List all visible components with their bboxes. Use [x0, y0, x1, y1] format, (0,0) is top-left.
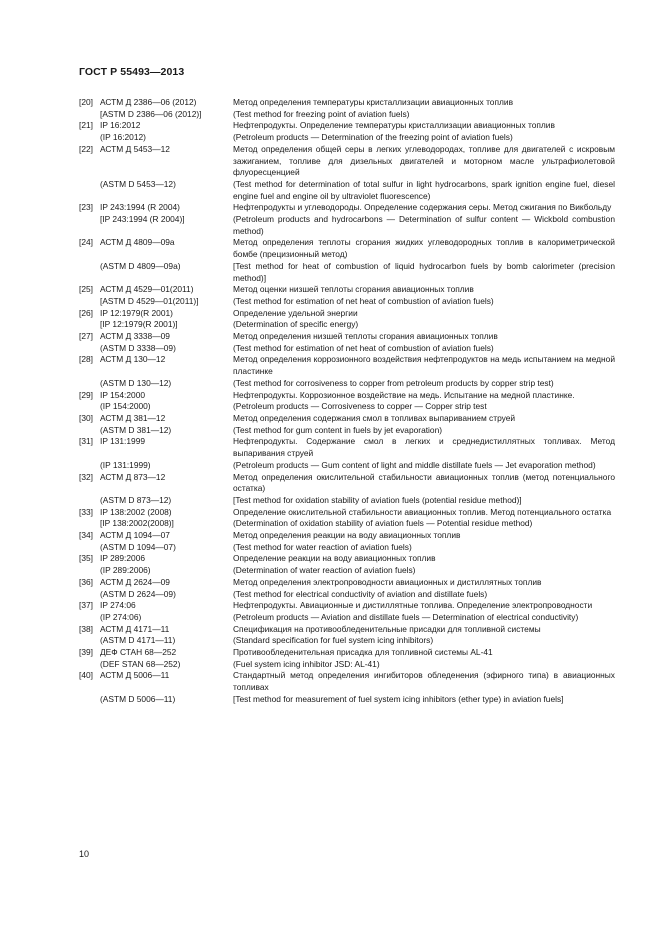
bibliography-entry: [79, 472, 615, 507]
entry-number: [79, 343, 100, 355]
bibliography-entry: [79, 390, 615, 413]
standard-title: (Determination of oxidation stability of aviation fuels — Potential residue method): [233, 518, 533, 529]
standard-title: (Determination of water reaction of aviation fuels): [233, 565, 416, 576]
standard-code: (DEF STAN 68—252): [100, 658, 181, 669]
standard-code: АСТМ Д 381—12: [100, 412, 166, 423]
entry-number: [79, 319, 100, 331]
entry-russian-line: [79, 553, 615, 565]
standard-title: (Test method for freezing point of aviation fuels): [233, 108, 410, 119]
bibliography-entry: [79, 507, 615, 530]
entry-english-line: [79, 343, 615, 355]
entry-number: [34]: [79, 530, 93, 541]
entry-number: [79, 179, 100, 202]
standard-code: (IP 131:1999): [100, 459, 151, 470]
bibliography-entry: [79, 144, 615, 203]
entry-english-line: [79, 694, 615, 706]
entry-number: [22]: [79, 143, 93, 154]
standard-code: (ASTM D 3338—09): [100, 342, 176, 353]
standard-code: АСТМ Д 3338—09: [100, 331, 170, 342]
bibliography-entry: [79, 436, 615, 471]
standard-code: (IP 289:2006): [100, 565, 151, 576]
entry-number: [37]: [79, 600, 93, 611]
entry-russian-line: [79, 120, 615, 132]
entry-number: [40]: [79, 670, 93, 681]
entry-number: [79, 296, 100, 308]
entry-english-line: [79, 635, 615, 647]
entry-number: [38]: [79, 623, 93, 634]
standard-title: [Test method for oxidation stability of aviation fuels (potential residue method)]: [233, 494, 522, 505]
entry-russian-line: [79, 436, 615, 459]
standard-title: (Test method for electrical conductivity of aviation and distillate fuels): [233, 588, 488, 599]
entry-number: [79, 401, 100, 413]
standard-code: (IP 16:2012): [100, 132, 146, 143]
entry-number: [79, 612, 100, 624]
entry-number: [79, 589, 100, 601]
bibliography-entry: [79, 331, 615, 354]
entry-russian-line: [79, 647, 615, 659]
standard-title: Метод определения теплоты сгорания жидких углеводородных топлив в калориметрической бомбе (прецизионный метод): [233, 237, 615, 260]
standard-code: IP 289:2006: [100, 553, 146, 564]
standard-code: (ASTM D 4809—09a): [100, 260, 181, 271]
entry-number: [36]: [79, 576, 93, 587]
entry-number: [23]: [79, 202, 93, 213]
entry-number: [79, 261, 100, 284]
entry-number: [31]: [79, 436, 93, 447]
bibliography-entry: [79, 413, 615, 436]
entry-number: [30]: [79, 412, 93, 423]
entry-number: [39]: [79, 647, 93, 658]
standard-code: (ASTM D 5006—11): [100, 693, 176, 704]
entry-english-line: [79, 109, 615, 121]
entry-english-line: [79, 261, 615, 284]
standard-code: (ASTM D 873—12): [100, 494, 172, 505]
entry-english-line: [79, 214, 615, 237]
standard-title: (Petroleum products — Corrosiveness to copper — Copper strip test: [233, 401, 487, 412]
bibliography-entry: [79, 354, 615, 389]
entry-russian-line: [79, 308, 615, 320]
standard-code: IP 274:06: [100, 600, 136, 611]
entry-english-line: [79, 378, 615, 390]
bibliography-entry: [79, 553, 615, 576]
standard-title: Нефтепродукты и углеводороды. Определение содержания серы. Метод сжигания по Викбольду: [233, 202, 612, 213]
entry-russian-line: [79, 624, 615, 636]
bibliography-entry: [79, 284, 615, 307]
entry-number: [79, 214, 100, 237]
bibliography-entry: [79, 120, 615, 143]
standard-code: IP 131:1999: [100, 436, 146, 447]
entry-english-line: [79, 132, 615, 144]
standard-code: АСТМ Д 1094—07: [100, 530, 170, 541]
standard-title: (Petroleum products — Gum content of light and middle distillate fuels — Jet evaporation method): [233, 459, 596, 470]
entry-russian-line: [79, 600, 615, 612]
entry-english-line: [79, 296, 615, 308]
entry-russian-line: [79, 670, 615, 693]
entry-english-line: [79, 589, 615, 601]
standard-code: АСТМ Д 5453—12: [100, 143, 170, 154]
bibliography-entry: [79, 97, 615, 120]
standard-code: (ASTM D 130—12): [100, 377, 172, 388]
entry-english-line: [79, 612, 615, 624]
standard-title: Противообледенительная присадка для топливной системы AL-41: [233, 647, 493, 658]
standard-code: IP 243:1994 (R 2004): [100, 202, 180, 213]
entry-russian-line: [79, 144, 615, 179]
bibliography-entry: [79, 670, 615, 705]
standard-title: (Petroleum products and hydrocarbons — Determination of sulfur content — Wickbold combustion method): [233, 214, 615, 236]
entry-number: [79, 495, 100, 507]
entry-number: [28]: [79, 354, 93, 365]
standard-title: (Test method for estimation of net heat of combustion of aviation fuels): [233, 295, 494, 306]
entry-russian-line: [79, 202, 615, 214]
entry-english-line: [79, 401, 615, 413]
page-footer: [79, 849, 89, 859]
entry-russian-line: [79, 507, 615, 519]
entry-english-line: [79, 659, 615, 671]
entry-english-line: [79, 518, 615, 530]
standard-title: (Test method for gum content in fuels by jet evaporation): [233, 424, 443, 435]
entry-number: [32]: [79, 471, 93, 482]
entry-number: [79, 132, 100, 144]
standard-title: (Test method for determination of total sulfur in light hydrocarbons, spark ignition engine fuel, diesel engine fuel and engine oil by ultraviolet fluorescence): [233, 178, 615, 201]
bibliography-entry: [79, 647, 615, 670]
bibliography-entry: [79, 577, 615, 600]
standard-code: (IP 274:06): [100, 611, 142, 622]
entry-number: [29]: [79, 389, 93, 400]
entry-number: [26]: [79, 307, 93, 318]
standard-title: Определение реакции на воду авиационных топлив: [233, 553, 436, 564]
document-header: [79, 66, 184, 78]
entry-number: [21]: [79, 120, 93, 131]
entry-english-line: [79, 460, 615, 472]
standard-code: АСТМ Д 130—12: [100, 354, 166, 365]
standard-code: (ASTM D 1094—07): [100, 541, 176, 552]
document-title: ГОСТ Р 55493—2013: [79, 66, 185, 78]
standard-code: [ASTM D 4529—01(2011)]: [100, 295, 199, 306]
standard-code: АСТМ Д 2624—09: [100, 576, 170, 587]
entry-russian-line: [79, 97, 615, 109]
entry-russian-line: [79, 577, 615, 589]
standard-title: [Test method for heat of combustion of liquid hydrocarbon fuels by bomb calorimeter (precision method)]: [233, 260, 615, 283]
entry-number: [35]: [79, 553, 93, 564]
entry-number: [79, 565, 100, 577]
standard-code: IP 138:2002 (2008): [100, 506, 172, 517]
standard-title: Метод определения окислительной стабильности авиационных топлив (метод потенциального остатка): [233, 471, 615, 494]
bibliography-entry: [79, 624, 615, 647]
bibliography-entry: [79, 237, 615, 284]
entry-number: [79, 694, 100, 706]
bibliography-entry: [79, 600, 615, 623]
entry-number: [79, 659, 100, 671]
bibliography-list: [79, 97, 615, 706]
standard-title: Метод определения реакции на воду авиационных топлив: [233, 530, 461, 541]
entry-number: [27]: [79, 331, 93, 342]
bibliography-entry: [79, 530, 615, 553]
standard-title: (Test method for estimation of net heat of combustion of aviation fuels): [233, 342, 494, 353]
standard-code: АСТМ Д 4171—11: [100, 623, 170, 634]
standard-title: Метод определения электропроводности авиационных и дистиллятных топлив: [233, 576, 542, 587]
standard-title: Метод определения содержания смол в топливах выпариванием струей: [233, 412, 516, 423]
standard-title: (Fuel system icing inhibitor JSD: AL-41): [233, 658, 380, 669]
standard-title: Метод оценки низшей теплоты сгорания авиационных топлив: [233, 284, 474, 295]
entry-english-line: [79, 495, 615, 507]
standard-code: IP 16:2012: [100, 120, 141, 131]
standard-code: АСТМ Д 2386—06 (2012): [100, 97, 197, 107]
standard-code: АСТМ Д 5006—11: [100, 670, 170, 681]
standard-code: (ASTM D 4171—11): [100, 635, 176, 646]
standard-code: IP 154:2000: [100, 389, 146, 400]
bibliography-entry: [79, 202, 615, 237]
standard-code: (ASTM D 2624—09): [100, 588, 176, 599]
standard-code: [IP 243:1994 (R 2004)]: [100, 214, 185, 225]
entry-number: [79, 542, 100, 554]
entry-russian-line: [79, 530, 615, 542]
entry-russian-line: [79, 237, 615, 260]
standard-code: IP 12:1979(R 2001): [100, 307, 173, 318]
standard-code: (IP 154:2000): [100, 401, 151, 412]
standard-code: АСТМ Д 4809—09а: [100, 237, 175, 248]
entry-english-line: [79, 319, 615, 331]
entry-number: [20]: [79, 97, 93, 107]
entry-russian-line: [79, 354, 615, 377]
standard-title: Метод определения общей серы в легких углеводородах, топливе для двигателей с искровым зажиганием, топливе для дизельных двигателей и моторном масле ультрафиолетовой флуоресценцией: [233, 143, 615, 178]
entry-number: [24]: [79, 237, 93, 248]
entry-number: [79, 425, 100, 437]
bibliography-entry: [79, 308, 615, 331]
standard-title: [Test method for measurement of fuel system icing inhibitors (ether type) in aviation fuels]: [233, 693, 564, 704]
standard-code: [ASTM D 2386—06 (2012)]: [100, 108, 202, 119]
standard-code: АСТМ Д 4529—01(2011): [100, 284, 194, 295]
entry-number: [79, 518, 100, 530]
entry-russian-line: [79, 472, 615, 495]
standard-title: Спецификация на противообледенительные присадки для топливной системы: [233, 623, 541, 634]
standard-code: ДЕФ СТАН 68—252: [100, 647, 177, 658]
standard-code: [IP 138:2002(2008)]: [100, 518, 174, 529]
standard-title: Нефтепродукты. Содержание смол в легких и среднедистиллятных топливах. Метод выпаривания струей: [233, 436, 615, 459]
standard-title: Определение удельной энергии: [233, 307, 358, 318]
standard-title: Нефтепродукты. Определение температуры кристаллизации авиационных топлив: [233, 120, 555, 131]
standard-title: Нефтепродукты. Коррозионное воздействие на медь. Испытание на медной пластинке.: [233, 389, 575, 400]
entry-english-line: [79, 542, 615, 554]
entry-number: [25]: [79, 284, 93, 295]
standard-title: (Test method for corrosiveness to copper from petroleum products by copper strip test): [233, 377, 554, 388]
standard-title: Нефтепродукты. Авиационные и дистиллятные топлива. Определение электропроводности: [233, 600, 593, 611]
entry-number: [79, 109, 100, 121]
standard-code: АСТМ Д 873—12: [100, 471, 166, 482]
standard-code: (ASTM D 381—12): [100, 424, 172, 435]
entry-russian-line: [79, 390, 615, 402]
entry-english-line: [79, 565, 615, 577]
entry-number: [33]: [79, 506, 93, 517]
standard-title: (Petroleum products — Aviation and distillate fuels — Determination of electrical conductivity): [233, 611, 579, 622]
page-number: 10: [79, 849, 90, 859]
entry-number: [79, 635, 100, 647]
standard-title: Метод определения низшей теплоты сгорания авиационных топлив: [233, 331, 498, 342]
standard-code: (ASTM D 5453—12): [100, 178, 176, 189]
entry-english-line: [79, 425, 615, 437]
entry-number: [79, 460, 100, 472]
entry-russian-line: [79, 284, 615, 296]
standard-title: Определение окислительной стабильности авиационных топлив. Метод потенциального остатка: [233, 506, 612, 517]
standard-title: (Petroleum products — Determination of the freezing point of aviation fuels): [233, 132, 513, 143]
entry-number: [79, 378, 100, 390]
standard-title: (Determination of specific energy): [233, 319, 359, 330]
entry-russian-line: [79, 331, 615, 343]
standard-title: Метод определения температуры кристаллизации авиационных топлив: [233, 97, 514, 107]
entry-russian-line: [79, 413, 615, 425]
standard-code: [IP 12:1979(R 2001)]: [100, 319, 178, 330]
standard-title: Стандартный метод определения ингибиторов обледенения (эфирного типа) в авиационных топливах: [233, 670, 615, 693]
standard-title: Метод определения коррозионного воздействия нефтепродуктов на медь испытанием на медной пластинке: [233, 354, 615, 377]
standard-title: (Standard specification for fuel system icing inhibitors): [233, 635, 434, 646]
standard-title: (Test method for water reaction of aviation fuels): [233, 541, 412, 552]
entry-english-line: [79, 179, 615, 202]
